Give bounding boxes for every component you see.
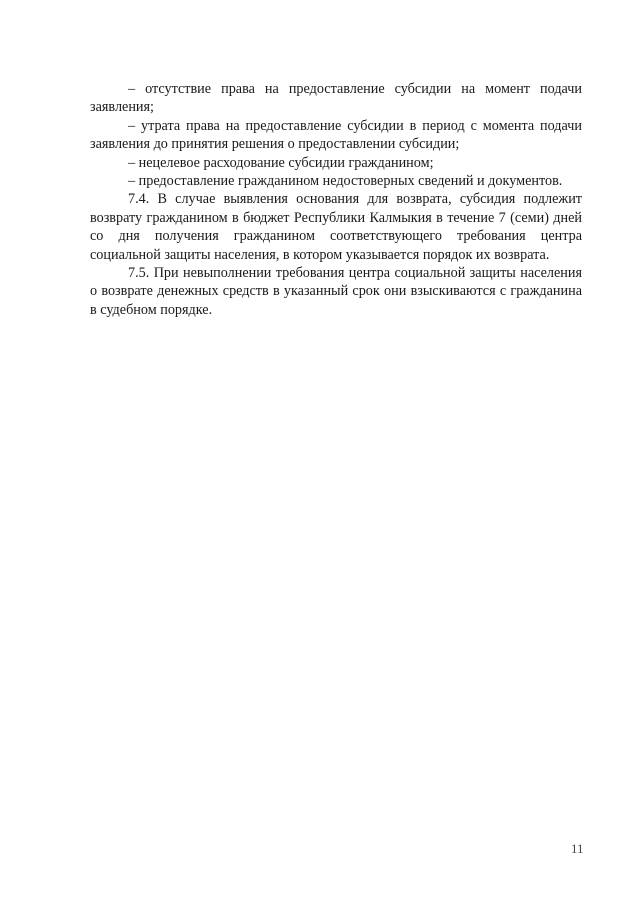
list-item-no-right: – отсутствие права на предоставление субсидии на момент подачи заявления; [90,81,582,116]
document-body [90,80,582,319]
list-item-misuse: – нецелевое расходование субсидии гражданином; [128,154,434,171]
clause-7-4: 7.4. В случае выявления основания для возврата, субсидия подлежит возврату гражданином в бюджет Республики Калмыкия в течение 7 (семи) дней со дня получения гражданином соответствующего требования центра социальной защиты населения, в котором указывается порядок их возврата. [90,191,582,263]
clause-7-5: 7.5. При невыполнении требования центра социальной защиты населения о возврате денежных средств в указанный срок они взыскиваются с гражданина в судебном порядке. [90,265,582,318]
page-number: 11 [571,841,584,856]
list-item-loss-of-right: – утрата права на предоставление субсидии в период с момента подачи заявления до принятия решения о предоставлении субсидии; [90,117,582,153]
list-item-false-info: – предоставление гражданином недостоверных сведений и документов. [128,173,563,190]
